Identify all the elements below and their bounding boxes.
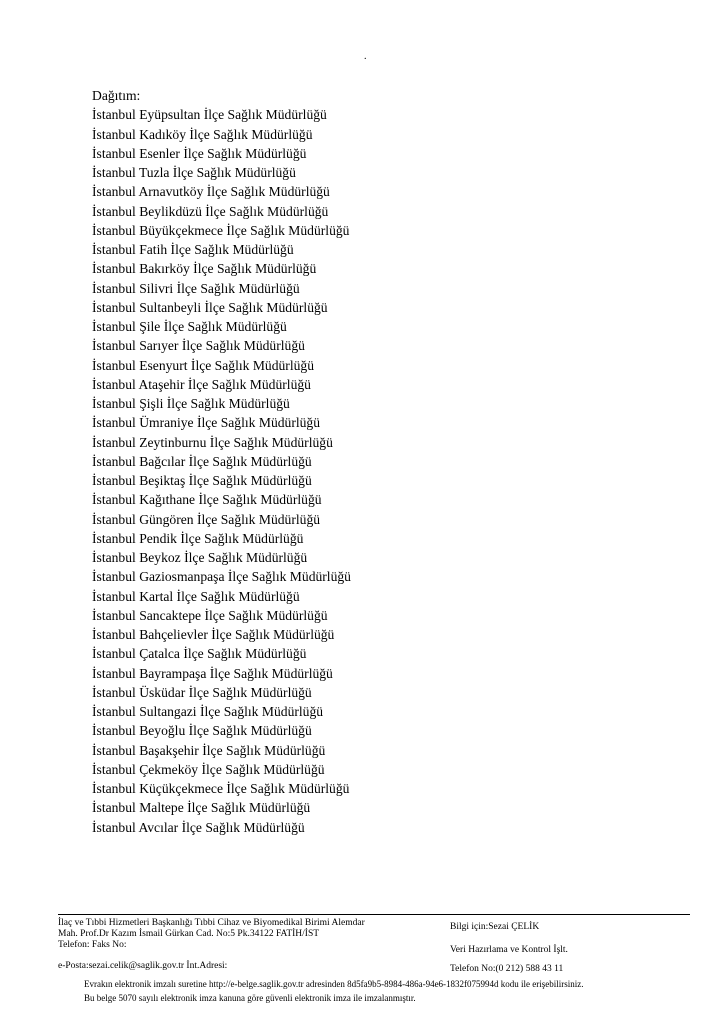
- recipient-item: İstanbul Kadıköy İlçe Sağlık Müdürlüğü: [92, 126, 313, 142]
- recipient-item: İstanbul Fatih İlçe Sağlık Müdürlüğü: [92, 242, 294, 257]
- recipient-item: İstanbul Büyükçekmece İlçe Sağlık Müdürlüğü: [92, 222, 350, 238]
- recipient-item: İstanbul Arnavutköy İlçe Sağlık Müdürlüğü: [92, 184, 330, 200]
- recipient-item: İstanbul Bakırköy İlçe Sağlık Müdürlüğü: [92, 261, 317, 277]
- recipient-item: İstanbul Sultangazi İlçe Sağlık Müdürlüğü: [92, 704, 324, 719]
- recipient-item: İstanbul Silivri İlçe Sağlık Müdürlüğü: [92, 280, 300, 296]
- footer-esign-note: Evrakın elektronik imzalı suretine http://e-belge.saglik.gov.tr adresinden 8d5fa9b5-8984-486a-94e6-1832f075994d kodu ile erişebilirsiniz.: [84, 979, 584, 989]
- recipient-item: İstanbul Şişli İlçe Sağlık Müdürlüğü: [92, 396, 290, 411]
- footer-info-phone: Telefon No:(0 212) 588 43 11: [450, 964, 564, 974]
- recipient-item: İstanbul Başakşehir İlçe Sağlık Müdürlüğü: [92, 742, 326, 758]
- recipient-item: İstanbul Bağcılar İlçe Sağlık Müdürlüğü: [92, 453, 312, 469]
- recipient-item: İstanbul Beylikdüzü İlçe Sağlık Müdürlüğü: [92, 203, 329, 219]
- recipient-item: İstanbul Beşiktaş İlçe Sağlık Müdürlüğü: [92, 473, 312, 488]
- recipient-item: İstanbul Esenyurt İlçe Sağlık Müdürlüğü: [92, 357, 314, 373]
- recipient-item: İstanbul Sultanbeyli İlçe Sağlık Müdürlüğü: [92, 299, 328, 315]
- distribution-heading: Dağıtım:: [92, 88, 141, 103]
- recipient-item: İstanbul Tuzla İlçe Sağlık Müdürlüğü: [92, 165, 296, 180]
- recipient-item: İstanbul Üsküdar İlçe Sağlık Müdürlüğü: [92, 684, 312, 700]
- recipient-item: İstanbul Ataşehir İlçe Sağlık Müdürlüğü: [92, 376, 311, 392]
- footer-address-line-2: Mah. Prof.Dr Kazım İsmail Gürkan Cad. No:5 Pk.34122 FATİH/İST: [58, 929, 320, 939]
- recipient-item: İstanbul Sarıyer İlçe Sağlık Müdürlüğü: [92, 338, 305, 354]
- recipient-item: İstanbul Bahçelievler İlçe Sağlık Müdürlüğü: [92, 627, 335, 642]
- recipient-item: İstanbul Beyoğlu İlçe Sağlık Müdürlüğü: [92, 723, 312, 739]
- distribution-list: [92, 86, 351, 837]
- recipient-item: İstanbul Ümraniye İlçe Sağlık Müdürlüğü: [92, 415, 321, 431]
- recipient-item: İstanbul Kağıthane İlçe Sağlık Müdürlüğü: [92, 492, 322, 508]
- recipient-item: İstanbul Çatalca İlçe Sağlık Müdürlüğü: [92, 646, 307, 662]
- recipient-item: İstanbul Küçükçekmece İlçe Sağlık Müdürlüğü: [92, 781, 350, 796]
- footer-address-line-1: İlaç ve Tıbbi Hizmetleri Başkanlığı Tıbbi Cihaz ve Biyomedikal Birimi Alemdar: [58, 918, 365, 928]
- footer-divider: [58, 914, 690, 915]
- recipient-item: İstanbul Avcılar İlçe Sağlık Müdürlüğü: [92, 819, 305, 835]
- recipient-item: İstanbul Kartal İlçe Sağlık Müdürlüğü: [92, 588, 300, 604]
- recipient-item: İstanbul Maltepe İlçe Sağlık Müdürlüğü: [92, 800, 311, 816]
- recipient-item: İstanbul Bayrampaşa İlçe Sağlık Müdürlüğü: [92, 665, 333, 681]
- footer-info-contact: Bilgi için:Sezai ÇELİK: [450, 922, 540, 932]
- recipient-item: İstanbul Güngören İlçe Sağlık Müdürlüğü: [92, 511, 321, 527]
- recipient-item: İstanbul Esenler İlçe Sağlık Müdürlüğü: [92, 145, 307, 161]
- recipient-item: İstanbul Zeytinburnu İlçe Sağlık Müdürlüğü: [92, 434, 333, 450]
- footer-info-title: Veri Hazırlama ve Kontrol İşlt.: [450, 945, 568, 955]
- footer-phone-fax: Telefon: Faks No:: [58, 940, 127, 950]
- recipient-item: İstanbul Şile İlçe Sağlık Müdürlüğü: [92, 319, 287, 334]
- recipient-item: İstanbul Gaziosmanpaşa İlçe Sağlık Müdürlüğü: [92, 569, 351, 585]
- recipient-item: İstanbul Pendik İlçe Sağlık Müdürlüğü: [92, 530, 304, 546]
- recipient-item: İstanbul Eyüpsultan İlçe Sağlık Müdürlüğü: [92, 107, 327, 123]
- recipient-item: İstanbul Beykoz İlçe Sağlık Müdürlüğü: [92, 550, 308, 565]
- footer-law-note: Bu belge 5070 sayılı elektronik imza kanuna göre güvenli elektronik imza ile imzalanmıştır.: [84, 993, 416, 1003]
- footer-email-web: e-Posta:sezai.celik@saglik.gov.tr İnt.Adresi:: [58, 961, 228, 971]
- recipient-item: İstanbul Çekmeköy İlçe Sağlık Müdürlüğü: [92, 761, 325, 777]
- page-mark: .: [364, 51, 367, 62]
- recipient-item: İstanbul Sancaktepe İlçe Sağlık Müdürlüğü: [92, 607, 328, 623]
